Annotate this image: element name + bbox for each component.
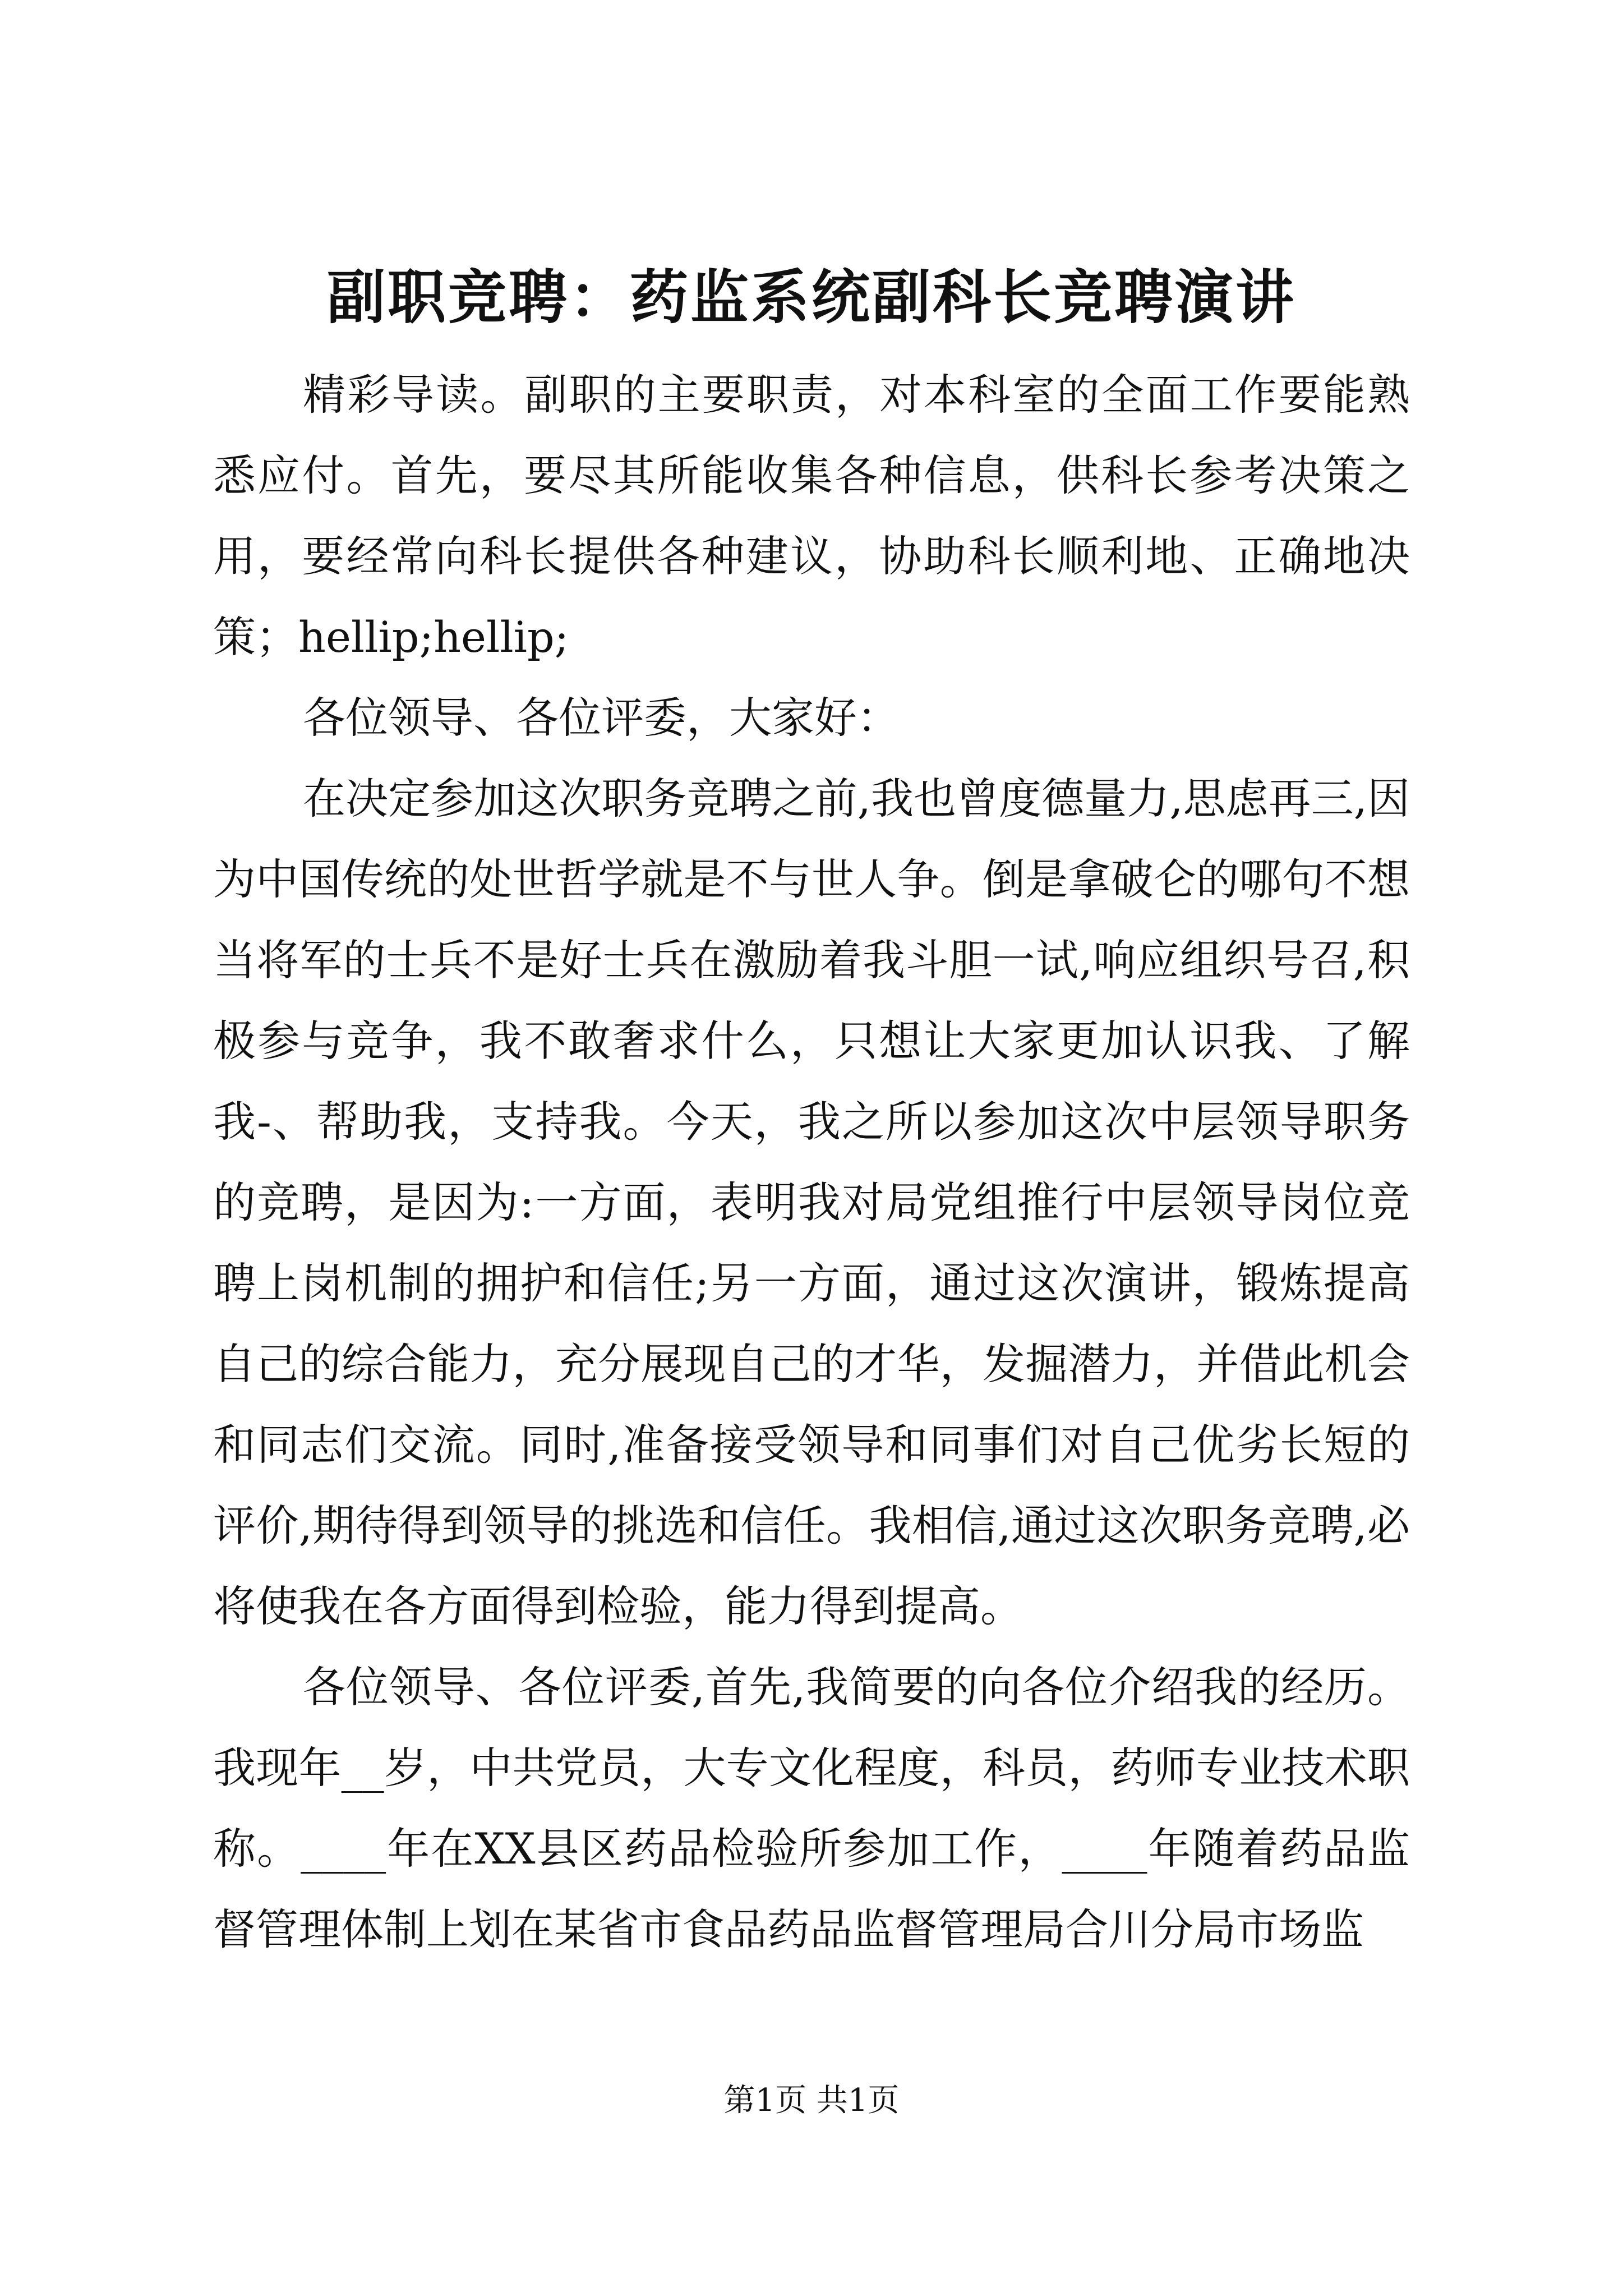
document-title: 副职竞聘：药监系统副科长竞聘演讲 — [326, 263, 1296, 332]
page-number-footer: 第1页 共1页 — [723, 2082, 900, 2119]
paragraph-background: 各位领导、各位评委,首先,我简要的向各位介绍我的经历。我现年__岁，中共党员，大专文化程度，科员，药师专业技术职称。____年在XX县区药品检验所参加工作，____年随着药品监督管理体制上划在某省市食品药品监督管理局合川分局市场监 — [213, 1662, 1410, 1954]
paragraph-intro: 精彩导读。副职的主要职责，对本科室的全面工作要能熟悉应付。首先，要尽其所能收集各种信息，供科长参考决策之用，要经常向科长提供各种建议，协助科长顺利地、正确地决策；hellip;hellip; — [213, 370, 1410, 662]
document-body — [213, 355, 1410, 1970]
paragraph-motivation: 在决定参加这次职务竞聘之前,我也曾度德量力,思虑再三,因为中国传统的处世哲学就是不与世人争。倒是拿破仑的哪句不想当将军的士兵不是好士兵在激励着我斗胆一试,响应组织号召,积极参与竞争，我不敢奢求什么，只想让大家更加认识我、了解我-、帮助我，支持我。今天，我之所以参加这次中层领导职务的竞聘，是因为:一方面，表明我对局党组推行中层领导岗位竞聘上岗机制的拥护和信任;另一方面，通过这次演讲，锻炼提高自己的综合能力，充分展现自己的才华，发掘潜力，并借此机会和同志们交流。同时,准备接受领导和同事们对自己优劣长短的评价,期待得到领导的挑选和信任。我相信,通过这次职务竞聘,必将使我在各方面得到检验，能力得到提高。 — [213, 774, 1410, 1631]
paragraph-greeting: 各位领导、各位评委，大家好： — [303, 693, 900, 743]
